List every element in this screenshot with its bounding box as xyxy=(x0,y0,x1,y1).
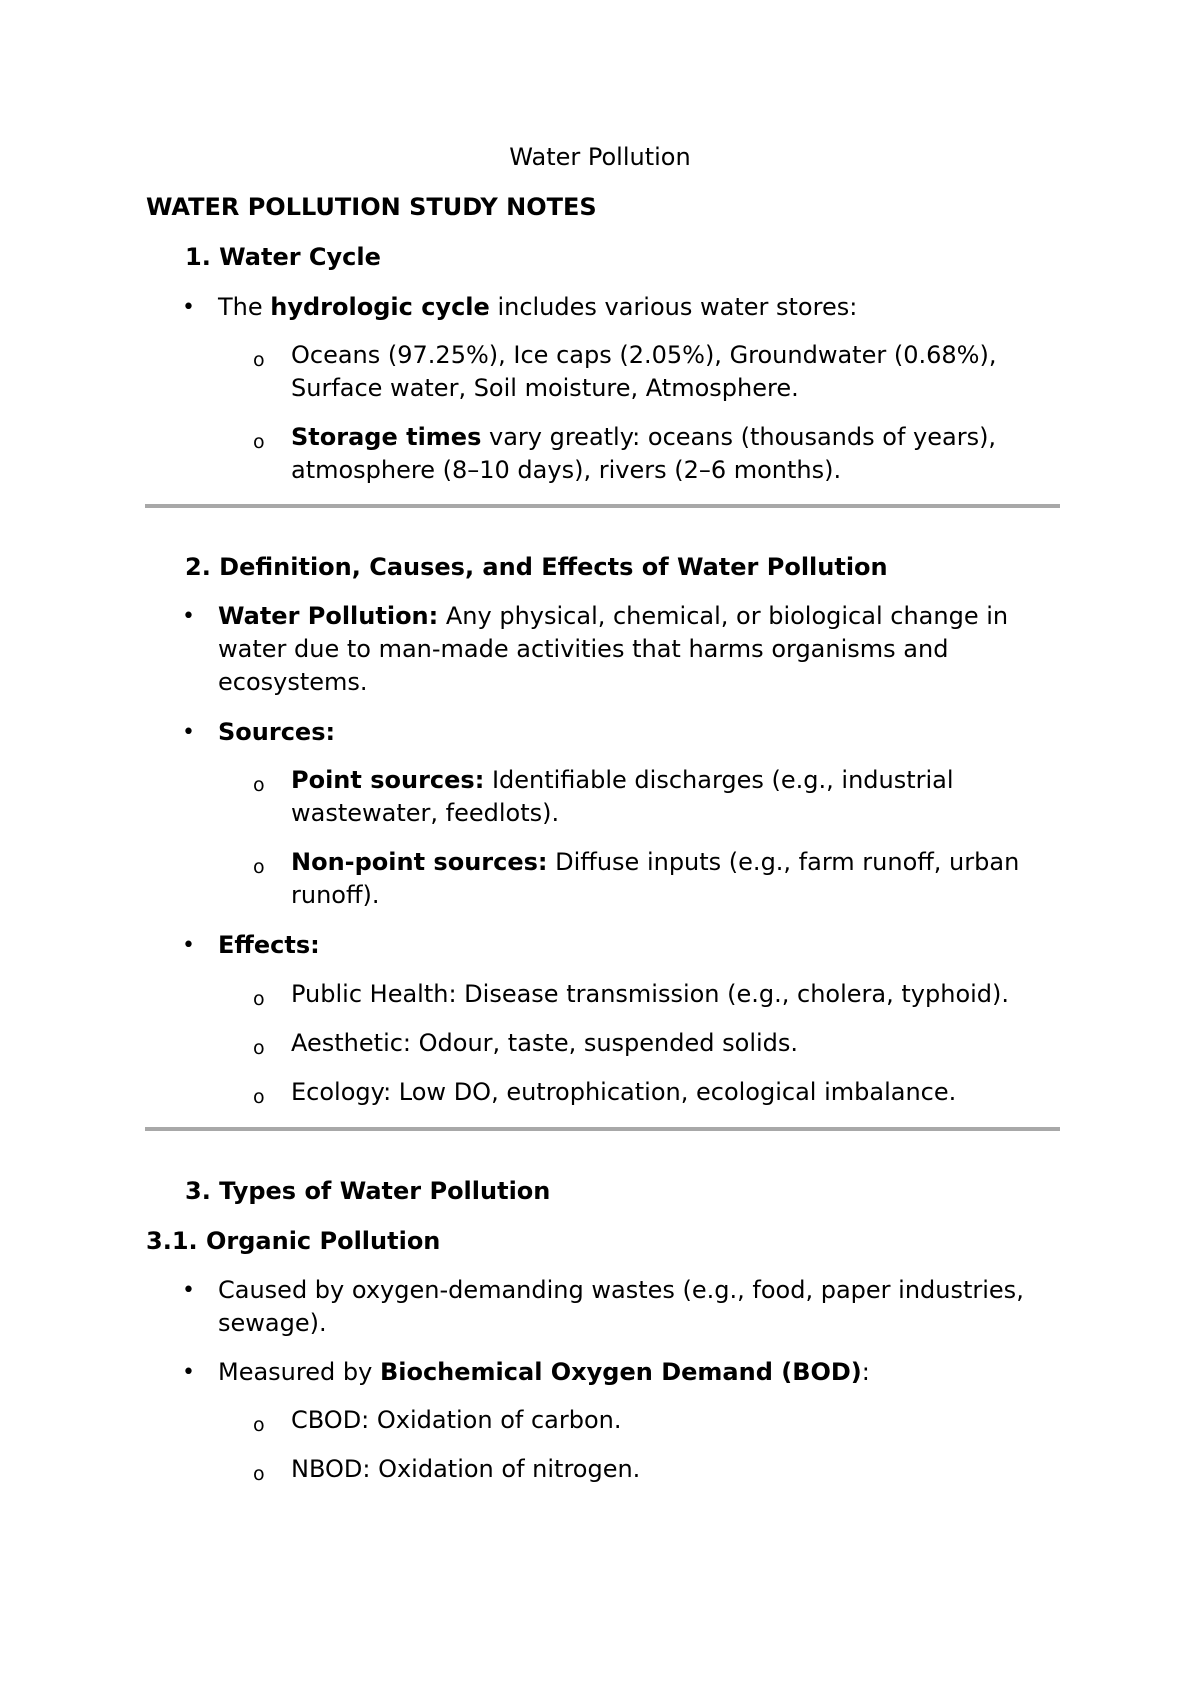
sub-bullet-icon: o xyxy=(253,349,265,371)
list-item: Oceans (97.25%), Ice caps (2.05%), Groundwater (0.68%), xyxy=(291,341,997,369)
bullet-icon: • xyxy=(182,295,195,320)
list-item-continuation: wastewater, feedlots). xyxy=(291,799,560,827)
list-item: Non-point sources: Diffuse inputs (e.g., farm runoff, urban xyxy=(291,848,1020,876)
list-item: CBOD: Oxidation of carbon. xyxy=(291,1406,622,1434)
sub-bullet-icon: o xyxy=(253,988,265,1010)
bullet-icon: • xyxy=(182,1278,195,1303)
bullet-icon: • xyxy=(182,933,195,958)
list-item: NBOD: Oxidation of nitrogen. xyxy=(291,1455,641,1483)
sub-bullet-icon: o xyxy=(253,856,265,878)
list-item: Storage times vary greatly: oceans (thousands of years), xyxy=(291,423,997,451)
section-2-heading: 2. Definition, Causes, and Effects of Water Pollution xyxy=(185,553,888,581)
list-item: Sources: xyxy=(218,718,336,746)
sub-bullet-icon: o xyxy=(253,1414,265,1436)
sub-bullet-icon: o xyxy=(253,1037,265,1059)
list-item-continuation: runoff). xyxy=(291,881,380,909)
sub-bullet-icon: o xyxy=(253,1463,265,1485)
section-3-heading: 3. Types of Water Pollution xyxy=(185,1177,551,1205)
section-1-heading: 1. Water Cycle xyxy=(185,243,381,271)
list-item: Effects: xyxy=(218,931,320,959)
document-title: Water Pollution xyxy=(509,143,691,171)
bullet-icon: • xyxy=(182,1360,195,1385)
list-item: Public Health: Disease transmission (e.g., cholera, typhoid). xyxy=(291,980,1010,1008)
list-item: Point sources: Identifiable discharges (e.g., industrial xyxy=(291,766,954,794)
list-item-continuation: atmosphere (8–10 days), rivers (2–6 months). xyxy=(291,456,842,484)
sub-bullet-icon: o xyxy=(253,1086,265,1108)
list-item: Aesthetic: Odour, taste, suspended solids. xyxy=(291,1029,799,1057)
bullet-icon: • xyxy=(182,604,195,629)
list-item: Caused by oxygen-demanding wastes (e.g., food, paper industries, xyxy=(218,1276,1024,1304)
list-item: Measured by Biochemical Oxygen Demand (BOD): xyxy=(218,1358,870,1386)
section-divider xyxy=(145,1127,1060,1131)
bullet-icon: • xyxy=(182,720,195,745)
subsection-heading: 3.1. Organic Pollution xyxy=(146,1227,441,1255)
list-item-continuation: ecosystems. xyxy=(218,668,368,696)
list-item-continuation: sewage). xyxy=(218,1309,327,1337)
list-item: Ecology: Low DO, eutrophication, ecological imbalance. xyxy=(291,1078,957,1106)
list-item-continuation: Surface water, Soil moisture, Atmosphere. xyxy=(291,374,799,402)
list-item-continuation: water due to man-made activities that harms organisms and xyxy=(218,635,949,663)
sub-bullet-icon: o xyxy=(253,774,265,796)
section-divider xyxy=(145,504,1060,508)
list-item: Water Pollution: Any physical, chemical, or biological change in xyxy=(218,602,1009,630)
list-item: The hydrologic cycle includes various water stores: xyxy=(218,293,858,321)
sub-bullet-icon: o xyxy=(253,431,265,453)
main-heading: WATER POLLUTION STUDY NOTES xyxy=(146,193,597,221)
